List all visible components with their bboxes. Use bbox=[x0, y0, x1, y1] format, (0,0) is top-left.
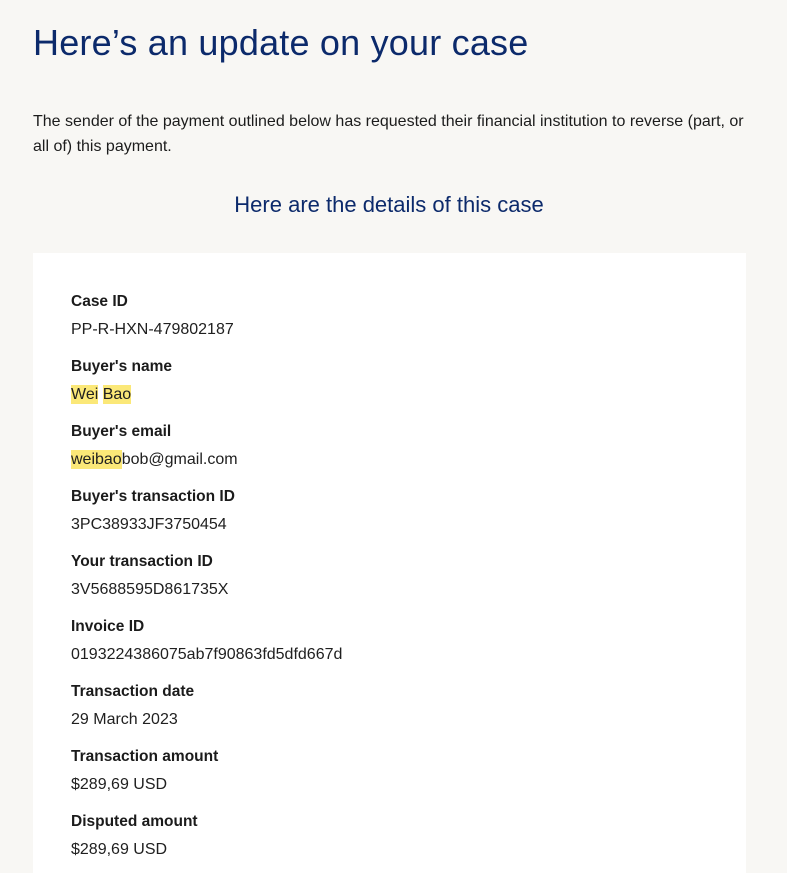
detail-your-transaction-id bbox=[71, 551, 711, 601]
intro-paragraph: The sender of the payment outlined below has requested their financial institution to reverse (part, or all of) this payment. bbox=[33, 113, 744, 155]
detail-label: Invoice ID bbox=[71, 618, 145, 635]
detail-text: bob@gmail.com bbox=[121, 451, 238, 468]
detail-label: Disputed amount bbox=[71, 813, 198, 830]
detail-label: Your transaction ID bbox=[71, 553, 213, 570]
detail-buyer-name bbox=[71, 356, 711, 406]
detail-value: 3PC38933JF3750454 bbox=[71, 516, 227, 533]
highlighted-text: Bao bbox=[102, 386, 132, 403]
detail-value: $289,69 USD bbox=[71, 841, 168, 858]
detail-label: Buyer's transaction ID bbox=[71, 488, 235, 505]
detail-transaction-date bbox=[71, 681, 711, 731]
detail-label: Case ID bbox=[71, 293, 128, 310]
case-details-card bbox=[33, 253, 746, 873]
section-title: Here are the details of this case bbox=[234, 192, 544, 217]
detail-label: Transaction date bbox=[71, 683, 195, 700]
detail-value: 0193224386075ab7f90863fd5dfd667d bbox=[71, 646, 343, 663]
detail-value: PP-R-HXN-479802187 bbox=[71, 321, 234, 338]
highlighted-text: Wei bbox=[71, 386, 99, 403]
detail-label: Transaction amount bbox=[71, 748, 219, 765]
detail-label: Buyer's email bbox=[71, 423, 172, 440]
detail-value: 29 March 2023 bbox=[71, 711, 178, 728]
detail-disputed-amount bbox=[71, 811, 711, 861]
detail-value bbox=[71, 384, 711, 406]
page-title: Here’s an update on your case bbox=[33, 22, 529, 63]
detail-label: Buyer's name bbox=[71, 358, 173, 375]
detail-value: $289,69 USD bbox=[71, 776, 168, 793]
detail-case-id bbox=[71, 291, 711, 341]
detail-transaction-amount bbox=[71, 746, 711, 796]
detail-value: 3V5688595D861735X bbox=[71, 581, 229, 598]
detail-invoice-id bbox=[71, 616, 711, 666]
detail-buyer-email bbox=[71, 421, 711, 471]
case-update-header bbox=[0, 0, 787, 253]
highlighted-text: weibao bbox=[71, 451, 122, 468]
detail-value bbox=[71, 449, 711, 471]
detail-buyer-transaction-id bbox=[71, 486, 711, 536]
